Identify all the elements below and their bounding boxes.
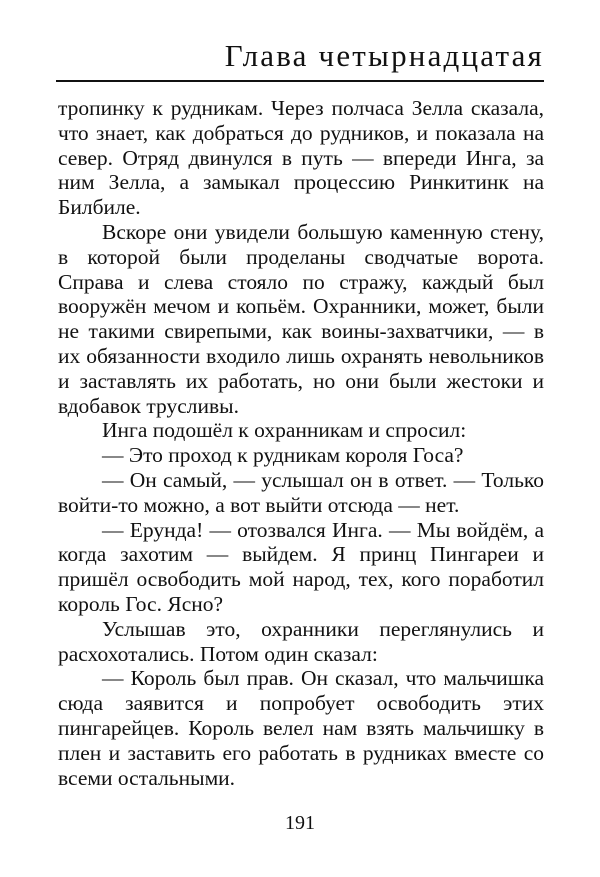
paragraph: — Это проход к рудникам короля Госа? bbox=[102, 443, 464, 468]
running-head-title: Глава четырнадцатая bbox=[224, 38, 544, 73]
paragraph: — Ерунда! — отозвался Инга. — Мы войдём, а когда захотим — выйдем. Я принц Пингареи и пришёл освободить мой народ, тех, кого поработил король Гос. Ясно? bbox=[58, 517, 544, 616]
header-rule bbox=[56, 80, 544, 82]
paragraph: тропинку к рудникам. Через полчаса Зелла сказала, что знает, как добраться до рудников, и показала на север. Отряд двинулся в путь — впереди Инга, за ним Зелла, а замыкал процессию Ринкитинк на Билбиле. bbox=[58, 96, 544, 220]
paragraph: — Король был прав. Он сказал, что мальчишка сюда заявится и попробует освободить этих пингарейцев. Король велел нам взять мальчишку в плен и заставить его работать в рудниках вместе со всеми остальными. bbox=[58, 666, 544, 790]
body-text bbox=[58, 96, 544, 790]
page-number: 191 bbox=[285, 812, 315, 834]
paragraph: Инга подошёл к охранникам и спросил: bbox=[102, 418, 467, 443]
paragraph: Вскоре они увидели большую каменную стену, в которой были проделаны сводчатые ворота. Справа и слева стояло по стражу, каждый был вооружён мечом и копьём. Охранники, может, были не такими свирепыми, как воины-захватчики, — в их обязанности входило лишь охранять невольников и заставлять их работать, но они были жестоки и вдобавок трусливы. bbox=[58, 219, 544, 418]
paragraph: — Он самый, — услышал он в ответ. — Только войти-то можно, а вот выйти отсюда — нет. bbox=[58, 467, 544, 517]
paragraph: Услышав это, охранники переглянулись и расхохотались. Потом один сказал: bbox=[58, 616, 544, 666]
